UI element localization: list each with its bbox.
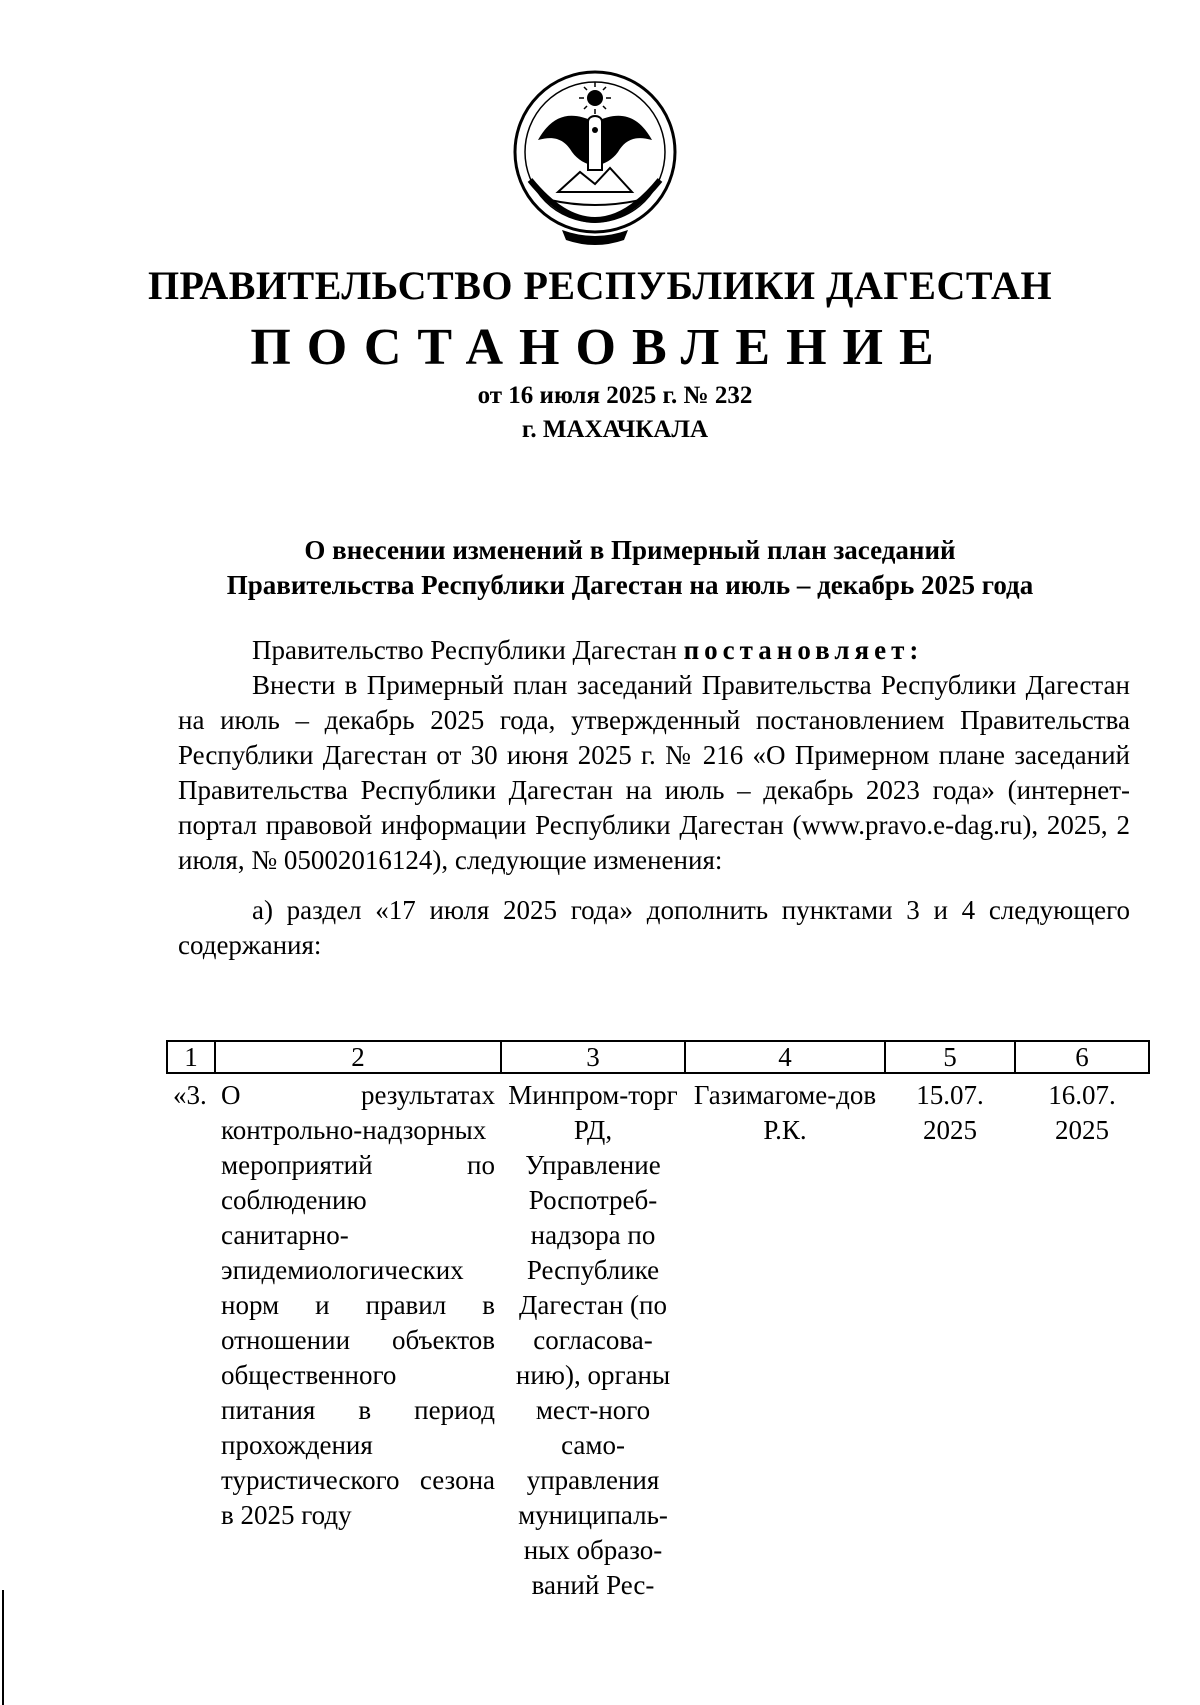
table-header-cell: 2 bbox=[215, 1041, 501, 1073]
government-title: ПРАВИТЕЛЬСТВО РЕСПУБЛИКИ ДАГЕСТАН bbox=[147, 263, 1053, 308]
coat-of-arms-emblem bbox=[500, 60, 690, 250]
decree-word: постановляет: bbox=[683, 635, 924, 665]
document-type-heading: ПОСТАНОВЛЕНИЕ bbox=[250, 319, 950, 376]
body-paragraph-2: а) раздел «17 июля 2025 года» дополнить пунктами 3 и 4 следующего содержания: bbox=[178, 895, 1130, 960]
table-header-cell: 5 bbox=[885, 1041, 1015, 1073]
table-row bbox=[167, 1073, 1149, 1603]
document-date-number: от 16 июля 2025 г. № 232 bbox=[477, 382, 753, 409]
table-header-cell: 3 bbox=[501, 1041, 685, 1073]
subject-line-2: Правительства Республики Дагестан на июль – декабрь 2025 года bbox=[226, 570, 1034, 600]
plan-table bbox=[166, 1040, 1150, 1603]
scan-edge-line bbox=[2, 1590, 4, 1705]
table-header-cell: 6 bbox=[1015, 1041, 1149, 1073]
subject-line-1: О внесении изменений в Примерный план заседаний bbox=[304, 535, 956, 565]
decree-lead-text: Правительство Республики Дагестан bbox=[252, 635, 684, 665]
item-topic: О результатах контрольно-надзорных мероприятий по соблюдению санитарно-эпидемиологических норм и правил в отношении объектов общественного питания в период прохождения туристического сезона в 2025 году bbox=[221, 1080, 495, 1530]
table-header-cell: 1 bbox=[167, 1041, 215, 1073]
item-number: «3. bbox=[173, 1080, 207, 1110]
document-subject bbox=[180, 533, 1080, 603]
table-header-cell: 4 bbox=[685, 1041, 885, 1073]
document-city: г. МАХАЧКАЛА bbox=[521, 416, 709, 443]
item-submission-date: 15.07. 2025 bbox=[916, 1080, 984, 1145]
item-responsible: Минпром-торг РД, Управление Роспотреб-надзора по Республике Дагестан (по согласова-нию), органы мест-ного само-управления муниципаль-ных образо-ваний Рес- bbox=[508, 1080, 678, 1600]
body-paragraph-1: Внести в Примерный план заседаний Правительства Республики Дагестан на июль – декабрь 2025 года, утвержденный постановлением Правительства Республики Дагестан от 30 июня 2025 г. № 216 «О Примерном плане заседаний Правительства Республики Дагестан на июль – декабрь 2023 года» (интернет-портал правовой информации Республики Дагестан (www.pravo.e-dag.ru), 2025, 2 июля, № 05002016124), следующие изменения: bbox=[178, 670, 1130, 875]
decree-paragraph bbox=[178, 633, 1130, 668]
item-meeting-date: 16.07. 2025 bbox=[1048, 1080, 1116, 1145]
item-speaker: Газимагоме-дов Р.К. bbox=[693, 1080, 877, 1145]
table-header-row bbox=[167, 1041, 1149, 1073]
